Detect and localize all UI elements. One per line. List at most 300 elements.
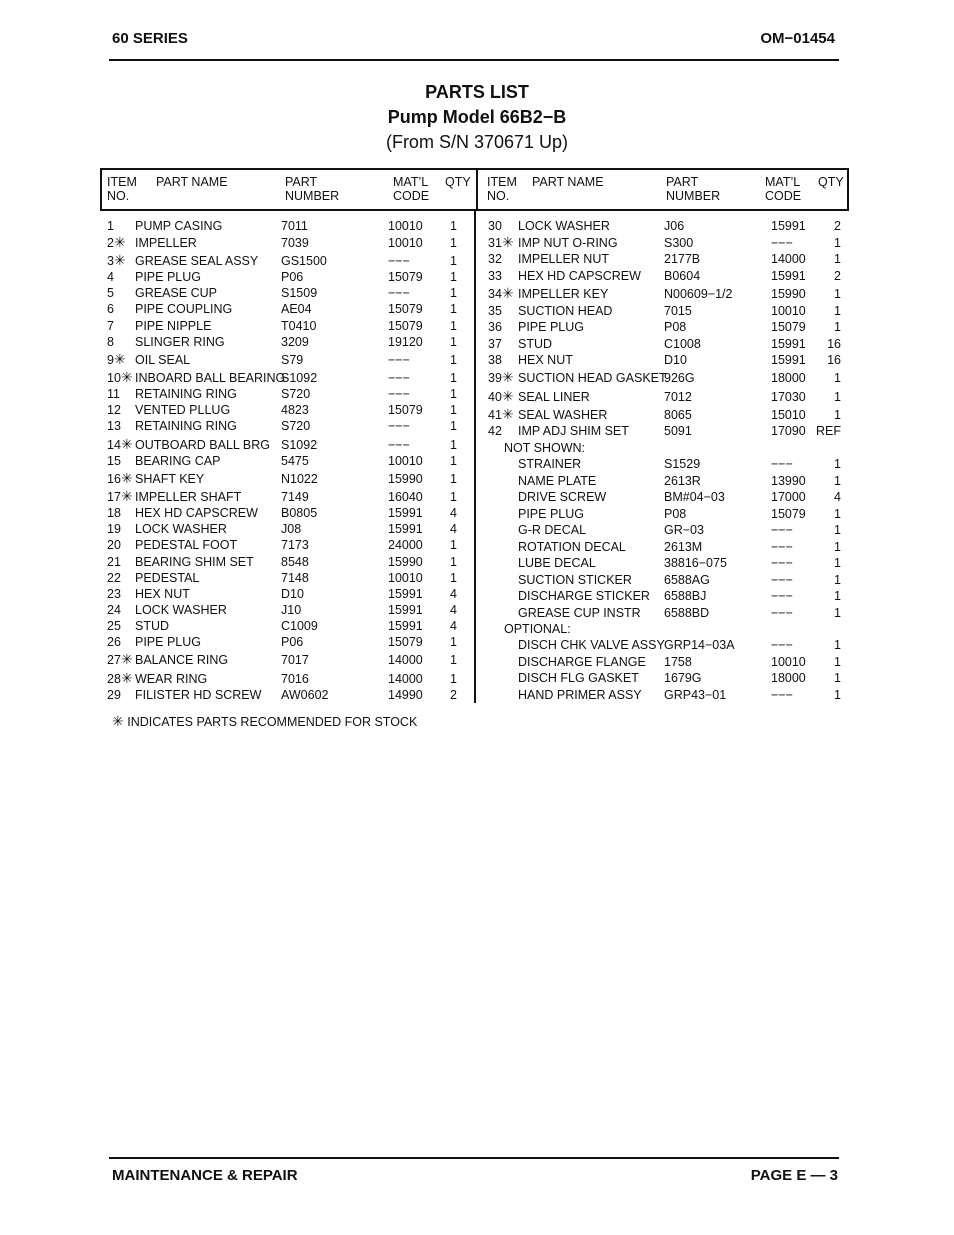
item-number: 42 — [488, 424, 502, 438]
item-number: 35 — [488, 304, 502, 318]
part-name: HEX NUT — [135, 587, 190, 601]
quantity: 16 — [827, 337, 841, 351]
material-code: −−− — [388, 286, 410, 300]
material-code: −−− — [771, 573, 793, 587]
part-number: J06 — [664, 219, 685, 233]
part-name: HEX NUT — [518, 353, 573, 367]
material-code: 15079 — [771, 320, 806, 334]
table-column-divider — [474, 211, 476, 703]
item-number: 25 — [107, 619, 121, 633]
quantity: 1 — [834, 507, 841, 521]
quantity: REF — [816, 424, 841, 438]
material-code: −−− — [771, 457, 793, 471]
material-code: −−− — [388, 371, 410, 385]
material-code: 24000 — [388, 538, 423, 552]
title-block — [0, 80, 954, 155]
part-number: GRP14−03A — [664, 638, 735, 652]
part-number: 6588BD — [664, 606, 710, 620]
material-code: 19120 — [388, 335, 423, 349]
material-code: 15991 — [388, 603, 423, 617]
part-name: IMP NUT O-RING — [518, 236, 618, 250]
part-number: 6588AG — [664, 573, 710, 587]
asterisk-icon: ✳ — [502, 406, 514, 422]
material-code: 18000 — [771, 371, 806, 385]
asterisk-icon: ✳ — [121, 436, 133, 452]
material-code: −−− — [771, 523, 793, 537]
item-number: 5 — [107, 286, 114, 300]
quantity: 1 — [450, 319, 457, 333]
item-number: 22 — [107, 571, 121, 585]
stock-footnote-text: INDICATES PARTS RECOMMENDED FOR STOCK — [127, 715, 418, 729]
quantity: 1 — [834, 655, 841, 669]
col-header-part-right: PART NUMBER — [666, 175, 721, 203]
material-code: −−− — [771, 589, 793, 603]
quantity: 1 — [834, 457, 841, 471]
material-code: −−− — [771, 688, 793, 702]
material-code: −−− — [771, 606, 793, 620]
quantity: 4 — [450, 587, 457, 601]
quantity: 1 — [834, 320, 841, 334]
material-code: 10010 — [388, 236, 423, 250]
item-number: 36 — [488, 320, 502, 334]
material-code: 14000 — [388, 672, 423, 686]
material-code: 15079 — [388, 635, 423, 649]
part-number: S720 — [281, 419, 311, 433]
quantity: 1 — [834, 287, 841, 301]
item-number: 37 — [488, 337, 502, 351]
part-number: 7012 — [664, 390, 692, 404]
material-code: 16040 — [388, 490, 423, 504]
part-name: OUTBOARD BALL BRG — [135, 438, 270, 452]
part-number: S79 — [281, 353, 304, 367]
material-code: 15991 — [771, 219, 806, 233]
table-header-divider — [476, 170, 478, 209]
asterisk-icon: ✳ — [112, 713, 124, 729]
asterisk-icon: ✳ — [121, 651, 133, 667]
material-code: 17030 — [771, 390, 806, 404]
part-name: SEAL WASHER — [518, 408, 608, 422]
part-name: PEDESTAL — [135, 571, 200, 585]
material-code: 17090 — [771, 424, 806, 438]
quantity: 1 — [450, 403, 457, 417]
item-number: 15 — [107, 454, 121, 468]
asterisk-icon: ✳ — [121, 670, 133, 686]
quantity: 1 — [450, 454, 457, 468]
part-number: D10 — [664, 353, 687, 367]
part-name: LOCK WASHER — [135, 603, 227, 617]
part-name: IMPELLER — [135, 236, 197, 250]
part-number: 2613R — [664, 474, 701, 488]
item-number: 41 — [488, 408, 502, 422]
material-code: 18000 — [771, 671, 806, 685]
asterisk-icon: ✳ — [502, 388, 514, 404]
col-header-part-left: PART NUMBER — [285, 175, 340, 203]
quantity: 1 — [450, 438, 457, 452]
part-number: 926G — [664, 371, 695, 385]
part-number: N1022 — [281, 472, 318, 486]
quantity: 1 — [834, 252, 841, 266]
asterisk-icon: ✳ — [502, 285, 514, 301]
quantity: 1 — [450, 653, 457, 667]
item-number: 4 — [107, 270, 114, 284]
quantity: 1 — [834, 371, 841, 385]
header-series: 60 SERIES — [112, 30, 188, 47]
quantity: 1 — [834, 573, 841, 587]
part-name: VENTED PLLUG — [135, 403, 231, 417]
part-name: DISCHARGE FLANGE — [518, 655, 646, 669]
part-name: G-R DECAL — [518, 523, 587, 537]
part-name: BALANCE RING — [135, 653, 229, 667]
quantity: 1 — [834, 638, 841, 652]
part-name: LUBE DECAL — [518, 556, 596, 570]
part-number: S1092 — [281, 438, 318, 452]
material-code: 15079 — [388, 403, 423, 417]
part-name: PIPE NIPPLE — [135, 319, 212, 333]
part-name: SLINGER RING — [135, 335, 225, 349]
part-name: IMP ADJ SHIM SET — [518, 424, 629, 438]
part-name: DISCH FLG GASKET — [518, 671, 639, 685]
part-name: RETAINING RING — [135, 419, 237, 433]
part-name: FILISTER HD SCREW — [135, 688, 262, 702]
part-number: GS1500 — [281, 254, 327, 268]
item-number: 10 — [107, 371, 121, 385]
asterisk-icon: ✳ — [121, 488, 133, 504]
part-name: GREASE CUP — [135, 286, 217, 300]
quantity: 1 — [450, 302, 457, 316]
part-number: P08 — [664, 507, 687, 521]
asterisk-icon: ✳ — [121, 470, 133, 486]
material-code: 15079 — [388, 302, 423, 316]
material-code: 15079 — [771, 507, 806, 521]
part-name: RETAINING RING — [135, 387, 237, 401]
part-name: GREASE SEAL ASSY — [135, 254, 259, 268]
part-number: AW0602 — [281, 688, 329, 702]
part-number: 2613M — [664, 540, 703, 554]
item-number: 2 — [107, 236, 114, 250]
item-number: 3 — [107, 254, 114, 268]
part-name: STUD — [135, 619, 170, 633]
part-name: DISCH CHK VALVE ASSY — [518, 638, 665, 652]
quantity: 1 — [450, 472, 457, 486]
part-number: S300 — [664, 236, 694, 250]
header-doc-number: OM−01454 — [760, 30, 835, 47]
quantity: 1 — [834, 540, 841, 554]
part-number: 1679G — [664, 671, 702, 685]
part-number: 38816−075 — [664, 556, 727, 570]
part-number: 3209 — [281, 335, 309, 349]
page-title: PARTS LIST — [425, 82, 529, 102]
item-number: 33 — [488, 269, 502, 283]
item-number: 29 — [107, 688, 121, 702]
material-code: 15990 — [388, 555, 423, 569]
part-name: SUCTION HEAD GASKET — [518, 371, 667, 385]
part-name: SUCTION HEAD — [518, 304, 613, 318]
part-number: P08 — [664, 320, 687, 334]
item-number: 26 — [107, 635, 121, 649]
item-number: 34 — [488, 287, 502, 301]
page-number: PAGE E — 3 — [750, 1167, 838, 1184]
item-number: 40 — [488, 390, 502, 404]
part-name: LOCK WASHER — [518, 219, 610, 233]
material-code: 15990 — [388, 472, 423, 486]
part-number: 7016 — [281, 672, 309, 686]
material-code: −−− — [771, 638, 793, 652]
material-code: 14000 — [388, 653, 423, 667]
part-number: GRP43−01 — [664, 688, 727, 702]
quantity: 16 — [827, 353, 841, 367]
quantity: 1 — [450, 555, 457, 569]
quantity: 1 — [450, 419, 457, 433]
part-name: DRIVE SCREW — [518, 490, 607, 504]
part-number: T0410 — [281, 319, 317, 333]
part-number: 1758 — [664, 655, 692, 669]
asterisk-icon: ✳ — [114, 351, 126, 367]
part-number: 2177B — [664, 252, 701, 266]
part-number: N00609−1/2 — [664, 287, 733, 301]
material-code: 14990 — [388, 688, 423, 702]
material-code: 15991 — [771, 337, 806, 351]
quantity: 1 — [834, 556, 841, 570]
part-name: PIPE PLUG — [135, 635, 201, 649]
quantity: 1 — [834, 688, 841, 702]
quantity: 1 — [834, 408, 841, 422]
part-name: STRAINER — [518, 457, 582, 471]
part-number: B0805 — [281, 506, 318, 520]
part-number: 6588BJ — [664, 589, 707, 603]
quantity: 1 — [450, 353, 457, 367]
asterisk-icon: ✳ — [114, 252, 126, 268]
part-number: S1529 — [664, 457, 701, 471]
part-name: IMPELLER KEY — [518, 287, 609, 301]
part-number: 7039 — [281, 236, 309, 250]
part-number: GR−03 — [664, 523, 704, 537]
header-rule — [109, 59, 839, 61]
material-code: 10010 — [388, 219, 423, 233]
asterisk-icon: ✳ — [502, 234, 514, 250]
footer-section: MAINTENANCE & REPAIR — [112, 1167, 298, 1184]
item-number: 27 — [107, 653, 121, 667]
part-name: SHAFT KEY — [135, 472, 205, 486]
quantity: 1 — [834, 304, 841, 318]
part-number: C1008 — [664, 337, 701, 351]
part-number: S1092 — [281, 371, 318, 385]
item-number: 21 — [107, 555, 121, 569]
material-code: −−− — [771, 556, 793, 570]
quantity: 1 — [834, 606, 841, 620]
quantity: 1 — [834, 474, 841, 488]
item-number: 9 — [107, 353, 114, 367]
part-name: ROTATION DECAL — [518, 540, 626, 554]
part-name: BEARING SHIM SET — [135, 555, 254, 569]
part-number: S720 — [281, 387, 311, 401]
part-name: DISCHARGE STICKER — [518, 589, 650, 603]
quantity: 1 — [450, 219, 457, 233]
asterisk-icon: ✳ — [121, 369, 133, 385]
item-number: 24 — [107, 603, 121, 617]
material-code: −−− — [388, 353, 410, 367]
part-name: PIPE COUPLING — [135, 302, 233, 316]
col-header-qty-left: QTY — [445, 175, 471, 189]
item-number: 7 — [107, 319, 114, 333]
pump-model-title: Pump Model 66B2−B — [387, 107, 567, 127]
col-header-item-left: ITEM NO. — [107, 175, 137, 203]
part-name: HEX HD CAPSCREW — [518, 269, 641, 283]
material-code: −−− — [771, 540, 793, 554]
item-number: 19 — [107, 522, 121, 536]
material-code: 15010 — [771, 408, 806, 422]
item-number: 17 — [107, 490, 121, 504]
quantity: 4 — [450, 506, 457, 520]
part-name: STUD — [518, 337, 553, 351]
material-code: 10010 — [388, 454, 423, 468]
item-number: 23 — [107, 587, 121, 601]
quantity: 4 — [450, 522, 457, 536]
material-code: 15991 — [388, 587, 423, 601]
asterisk-icon: ✳ — [502, 369, 514, 385]
item-number: 8 — [107, 335, 114, 349]
material-code: −−− — [771, 236, 793, 250]
item-number: 14 — [107, 438, 121, 452]
part-number: J10 — [281, 603, 302, 617]
part-number: S1509 — [281, 286, 318, 300]
col-header-mat-right: MAT’L CODE — [765, 175, 802, 203]
material-code: 10010 — [771, 304, 806, 318]
item-number: 6 — [107, 302, 114, 316]
part-number: 8548 — [281, 555, 309, 569]
part-number: 7015 — [664, 304, 692, 318]
item-number: 1 — [107, 219, 114, 233]
part-number: 7017 — [281, 653, 309, 667]
part-name: INBOARD BALL BEARING — [135, 371, 286, 385]
part-name: PUMP CASING — [135, 219, 223, 233]
item-number: 28 — [107, 672, 121, 686]
item-number: 13 — [107, 419, 121, 433]
quantity: 1 — [834, 589, 841, 603]
part-name: SUCTION STICKER — [518, 573, 632, 587]
quantity: 1 — [450, 387, 457, 401]
part-number: 7173 — [281, 538, 309, 552]
quantity: 1 — [450, 635, 457, 649]
table-section-label: NOT SHOWN: — [504, 441, 586, 455]
item-number: 39 — [488, 371, 502, 385]
material-code: 10010 — [771, 655, 806, 669]
part-number: 7148 — [281, 571, 309, 585]
part-name: PIPE PLUG — [518, 507, 584, 521]
part-name: HEX HD CAPSCREW — [135, 506, 258, 520]
serial-range-title: (From S/N 370671 Up) — [385, 132, 569, 152]
part-name: WEAR RING — [135, 672, 208, 686]
part-number: 8065 — [664, 408, 692, 422]
footer-rule — [109, 1157, 839, 1159]
quantity: 4 — [450, 603, 457, 617]
part-number: P06 — [281, 270, 304, 284]
material-code: 15079 — [388, 270, 423, 284]
part-name: IMPELLER NUT — [518, 252, 609, 266]
part-number: B0604 — [664, 269, 701, 283]
col-header-name-left: PART NAME — [156, 175, 228, 189]
item-number: 30 — [488, 219, 502, 233]
quantity: 1 — [450, 571, 457, 585]
item-number: 20 — [107, 538, 121, 552]
part-name: SEAL LINER — [518, 390, 590, 404]
part-name: IMPELLER SHAFT — [135, 490, 242, 504]
part-number: 5091 — [664, 424, 692, 438]
part-number: BM#04−03 — [664, 490, 725, 504]
material-code: 15990 — [771, 287, 806, 301]
quantity: 2 — [834, 269, 841, 283]
part-name: OIL SEAL — [135, 353, 191, 367]
material-code: 15991 — [771, 353, 806, 367]
material-code: −−− — [388, 419, 410, 433]
item-number: 38 — [488, 353, 502, 367]
quantity: 1 — [834, 523, 841, 537]
part-name: NAME PLATE — [518, 474, 597, 488]
quantity: 1 — [834, 390, 841, 404]
material-code: 15991 — [388, 619, 423, 633]
col-header-qty-right: QTY — [818, 175, 844, 189]
quantity: 1 — [450, 236, 457, 250]
material-code: 14000 — [771, 252, 806, 266]
material-code: 15991 — [388, 506, 423, 520]
quantity: 1 — [450, 254, 457, 268]
part-name: LOCK WASHER — [135, 522, 227, 536]
col-header-mat-left: MAT’L CODE — [393, 175, 430, 203]
quantity: 1 — [834, 236, 841, 250]
part-name: PIPE PLUG — [518, 320, 584, 334]
quantity: 1 — [450, 286, 457, 300]
part-name: BEARING CAP — [135, 454, 221, 468]
item-number: 16 — [107, 472, 121, 486]
quantity: 1 — [834, 671, 841, 685]
quantity: 2 — [450, 688, 457, 702]
quantity: 1 — [450, 538, 457, 552]
material-code: 13990 — [771, 474, 806, 488]
quantity: 2 — [834, 219, 841, 233]
material-code: 15991 — [771, 269, 806, 283]
part-number: 5475 — [281, 454, 309, 468]
part-number: 4823 — [281, 403, 309, 417]
material-code: −−− — [388, 387, 410, 401]
material-code: −−− — [388, 438, 410, 452]
item-number: 18 — [107, 506, 121, 520]
part-number: J08 — [281, 522, 302, 536]
part-number: 7149 — [281, 490, 309, 504]
item-number: 32 — [488, 252, 502, 266]
material-code: 15991 — [388, 522, 423, 536]
table-section-label: OPTIONAL: — [504, 622, 571, 636]
part-number: C1009 — [281, 619, 318, 633]
part-number: P06 — [281, 635, 304, 649]
quantity: 4 — [834, 490, 841, 504]
part-number: D10 — [281, 587, 304, 601]
part-name: PEDESTAL FOOT — [135, 538, 238, 552]
part-number: 7011 — [281, 219, 308, 233]
quantity: 1 — [450, 672, 457, 686]
part-name: HAND PRIMER ASSY — [518, 688, 642, 702]
quantity: 1 — [450, 335, 457, 349]
part-number: AE04 — [281, 302, 312, 316]
part-name: PIPE PLUG — [135, 270, 201, 284]
quantity: 1 — [450, 490, 457, 504]
material-code: 17000 — [771, 490, 806, 504]
item-number: 12 — [107, 403, 121, 417]
col-header-name-right: PART NAME — [532, 175, 604, 189]
stock-footnote — [112, 714, 417, 729]
quantity: 1 — [450, 270, 457, 284]
material-code: 10010 — [388, 571, 423, 585]
item-number: 11 — [107, 387, 120, 401]
quantity: 1 — [450, 371, 457, 385]
